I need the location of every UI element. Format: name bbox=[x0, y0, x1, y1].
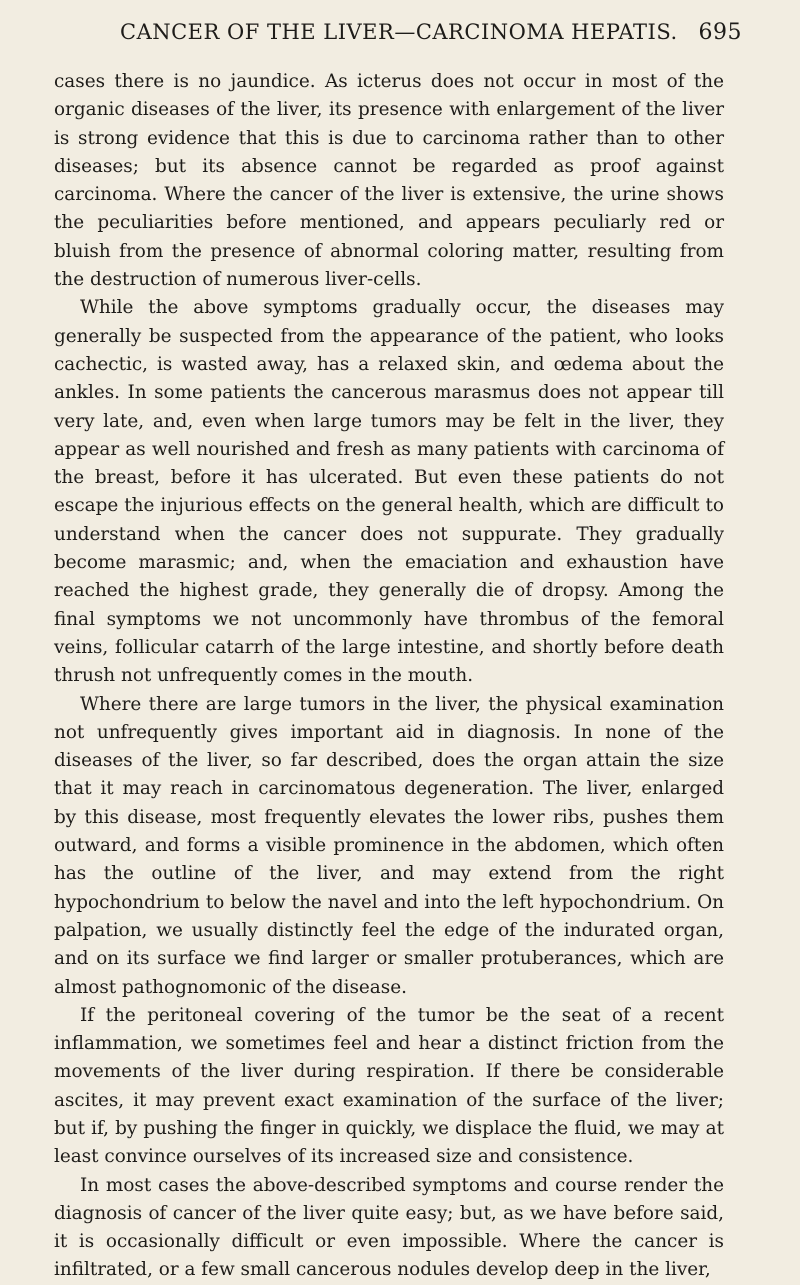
paragraph: While the above symptoms gradually occur, the diseases may generally be suspected from the appearance of the patient, who looks cachectic, is wasted away, has a relaxed skin, and œdema about the ankles. In some patients the cancerous marasmus does not appear till very late, and, even when large tumors may be felt in the liver, they appear as well nourished and fresh as many patients with carcinoma of the breast, before it has ulcerated. But even these patients do not escape the injurious effects on the general health, which are difficult to understand when the cancer does not suppurate. They gradually become marasmic; and, when the emaciation and exhaustion have reached the highest grade, they generally die of dropsy. Among the final symptoms we not uncommonly have thrombus of the femoral veins, follicular catarrh of the large intestine, and shortly before death thrush not unfrequently comes in the mouth. bbox=[54, 297, 724, 687]
running-head-title: CANCER OF THE LIVER—CARCINOMA HEPATIS. bbox=[120, 20, 678, 44]
paragraph: In most cases the above-described symptoms and course render the diagnosis of cancer of the liver quite easy; but, as we have before said, it is occasionally difficult or even impossible. Where the cancer is infiltrated, or a few small cancerous nodules develop deep in the liver, bbox=[54, 1174, 724, 1281]
paragraph: Where there are large tumors in the liver, the physical examination not unfrequently gives important aid in diagnosis. In none of the diseases of the liver, so far described, does the organ attain the size that it may reach in carcinomatous degeneration. The liver, enlarged by this disease, most frequently elevates the lower ribs, pushes them outward, and forms a visible prominence in the abdomen, which often has the outline of the liver, and may extend from the right hypochondrium to below the navel and into the left hypochondrium. On palpation, we usually distinctly feel the edge of the indurated organ, and on its surface we find larger or smaller protuberances, which are almost pathognomonic of the disease. bbox=[54, 693, 724, 998]
paragraph: cases there is no jaundice. As icterus does not occur in most of the organic diseases of the liver, its presence with enlargement of the liver is strong evidence that this is due to carcinoma rather than to other diseases; but its absence cannot be regarded as proof against carcinoma. Where the cancer of the liver is extensive, the urine shows the peculiarities before mentioned, and appears peculiarly red or bluish from the presence of abnormal coloring matter, resulting from the destruction of numerous liver-cells. bbox=[54, 71, 724, 291]
paragraph: If the peritoneal covering of the tumor be the seat of a recent inflammation, we sometimes feel and hear a distinct friction from the movements of the liver during respiration. If there be considerable ascites, it may prevent exact examination of the surface of the liver; but if, by pushing the finger in quickly, we displace the fluid, we may at least convince ourselves of its increased size and consistence. bbox=[54, 1004, 724, 1168]
page-number: 695 bbox=[698, 20, 742, 45]
running-head bbox=[54, 18, 742, 52]
body-text bbox=[54, 68, 724, 1285]
